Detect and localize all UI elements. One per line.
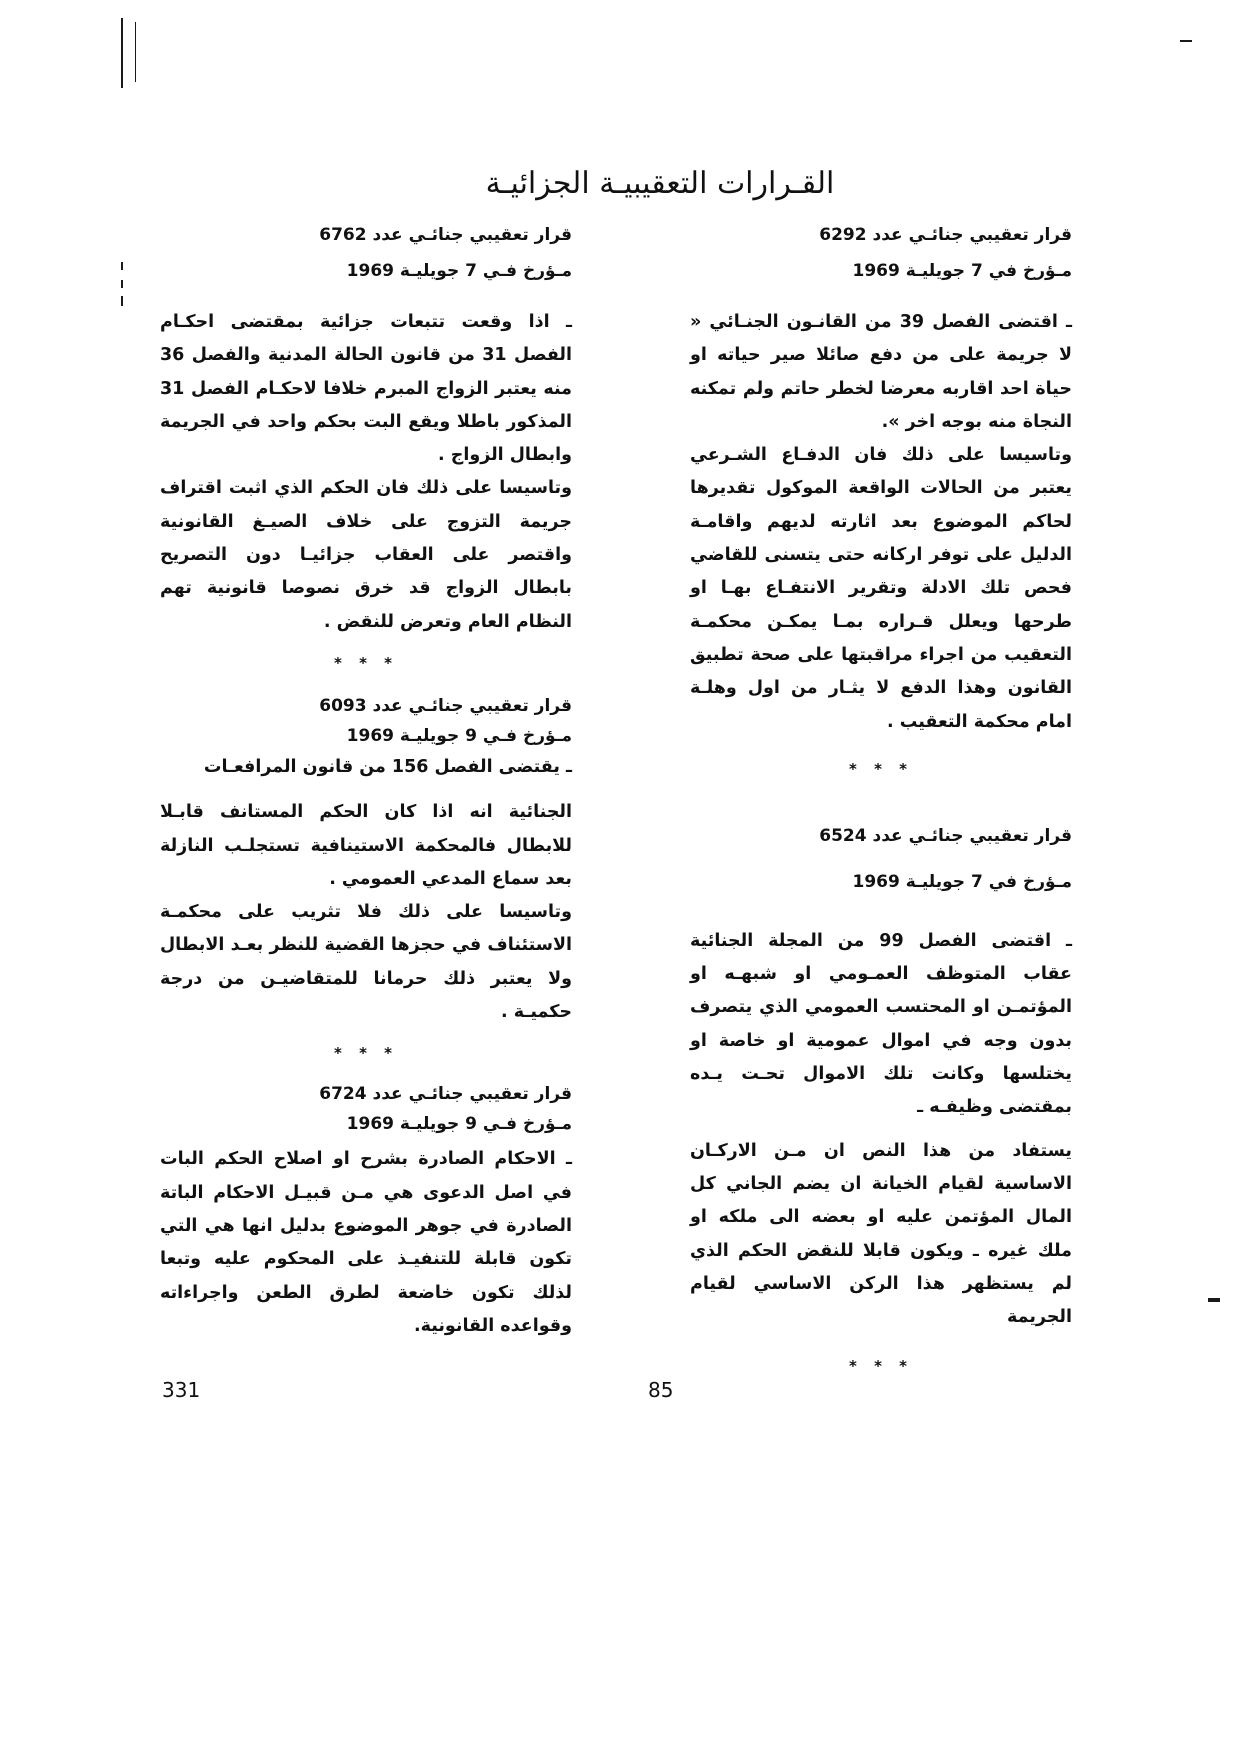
- page-number-left: 331: [162, 1378, 201, 1402]
- scan-mark: [135, 22, 136, 82]
- scan-mark: [121, 18, 123, 88]
- separator: * * *: [849, 759, 913, 778]
- decision-paragraph: الجنائية انه اذا كان الحكم المستانف قابـلا للابطال فالمحكمة الاستينافية تستجلـب النازلة بعد سماع المدعي العمومي .: [160, 802, 572, 889]
- decision-heading: قرار تعقيبي جنائـي عدد 6524: [819, 825, 1072, 846]
- decision-paragraph: وتاسيسا على ذلك فان الحكم الذي اثبت اقتراف جريمة التزوج على خلاف الصيـغ القانونية واقتصر على العقاب جزائيـا دون التصريح بابطال الزواج قد خرق نصوصا قانونية تهم النظام العام وتعرض للنقض .: [160, 478, 572, 632]
- decision-paragraph: ـ يقتضى الفصل 156 من قانون المرافعـات: [203, 756, 572, 777]
- decision-paragraph: وتاسيسا على ذلك فان الدفـاع الشـرعي يعتبر من الحالات الواقعة الموكول تقديرها لحاكم الموضوع بعد اثارته لديهم واقامـة الدليل على توفر اركانه حتى يتسنى للقاضي فحص تلك الادلة وتقرير الانتفـاع بهـا او طرحها ويعلل قـراره بمـا يمكـن محكمـة التعقيب من اجراء مراقبتها على صحة تطبيق القانون وهذا الدفع لا يثـار من اول وهلـة امام محكمة التعقيب .: [690, 445, 1072, 732]
- decision-paragraph: ـ اذا وقعت تتبعات جزائية بمقتضى احكـام الفصل 31 من قانون الحالة المدنية والفصل 36 منه يعتبر الزواج المبرم خلافا لاحكـام الفصل 31 المذكور باطلا ويقع البت بحكم واحد في الجريمة وابطال الزواج .: [160, 312, 573, 466]
- separator: * * *: [334, 1044, 398, 1063]
- decision-entry: [690, 823, 1072, 1377]
- decision-date: مـؤرخ فـي 9 جويليـة 1969: [346, 725, 572, 746]
- decision-heading: قرار تعقيبي جنائـي عدد 6292: [819, 225, 1072, 245]
- left-column: [160, 222, 572, 1343]
- decision-heading: قرار تعقيبي جنائـي عدد 6093: [319, 695, 572, 716]
- page-title: القـرارات التعقيبيـة الجزائيـة: [485, 166, 835, 202]
- decision-entry: [160, 222, 572, 673]
- decision-heading: قرار تعقيبي جنائـي عدد 6762: [319, 225, 572, 245]
- decision-paragraph: وتاسيسا على ذلك فلا تثريب على محكمـة الاستئناف في حجزها القضية للنظر بعـد الابطال ولا يعتبر ذلك حرمانا للمتقاضيـن من درجة حكميـة .: [160, 902, 572, 1023]
- decision-entry: [690, 222, 1072, 779]
- decision-entry: [160, 693, 572, 1063]
- decision-paragraph: ـ الاحكام الصادرة بشرح او اصلاح الحكم البات في اصل الدعوى هي مـن قبيـل الاحكام الباتة الصادرة في جوهر الموضوع بدليل انها هي التي تكون قابلة للتنفيـذ على المحكوم عليه وتبعا لذلك تكون خاضعة لطرق الطعن واجراءاته وقواعده القانونية.: [160, 1149, 572, 1336]
- right-column: [690, 222, 1072, 1416]
- decision-entry: [160, 1081, 572, 1343]
- decision-date: مـؤرخ فـي 7 جويليـة 1969: [346, 261, 572, 281]
- decision-date: مـؤرخ فـي 9 جويليـة 1969: [346, 1114, 572, 1135]
- scan-mark: [1180, 40, 1192, 42]
- separator: * * *: [334, 653, 398, 672]
- scan-mark: [1208, 1298, 1220, 1302]
- scan-mark: [121, 262, 123, 270]
- decision-date: مـؤرخ في 7 جويليـة 1969: [852, 871, 1072, 892]
- scan-mark: [121, 280, 123, 288]
- decision-date: مـؤرخ في 7 جويليـة 1969: [852, 261, 1072, 281]
- decision-paragraph: ـ اقتضى الفصل 99 من المجلة الجنائية عقاب المتوظف العمـومي او شبهـه او المؤتمـن او المحتسب العمومي الذي يتصرف بدون وجه في اموال عمومية او خاصة او يختلسها وكانت تلك الاموال تحـت يـده بمقتضى وظيفـه ـ: [690, 930, 1072, 1118]
- decision-paragraph: ـ اقتضى الفصل 39 من القانـون الجنـائي « لا جريمة على من دفع صائلا صير حياته او حياة احد اقاربه معرضا لخطر حاتم ولم تمكنه النجاة منه بوجه اخر ».: [690, 312, 1072, 432]
- page-number-center: 85: [648, 1378, 674, 1402]
- decision-paragraph: يستفاد من هذا النص ان مـن الاركـان الاساسية لقيام الخيانة ان يضم الجاني كل المال المؤتمن عليه او بعضه الى ملكه او ملك غيره ـ ويكون قابلا للنقض الحكم الذي لم يستظهر هذا الركن الاساسي لقيام الجريمة: [690, 1140, 1072, 1328]
- scan-mark: [121, 296, 123, 306]
- decision-heading: قرار تعقيبي جنائـي عدد 6724: [319, 1084, 572, 1105]
- separator: * * *: [849, 1357, 913, 1376]
